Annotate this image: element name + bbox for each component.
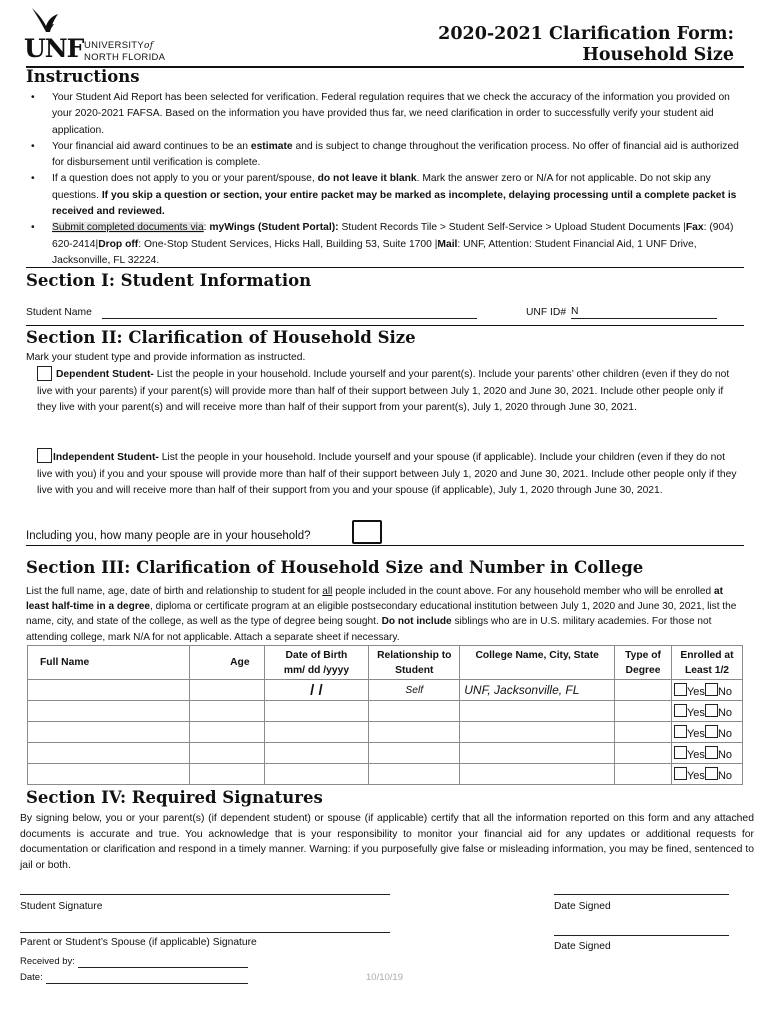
college-cell[interactable] [460, 743, 615, 764]
form-title [438, 24, 734, 66]
age-cell[interactable] [189, 701, 264, 722]
relationship-cell[interactable] [369, 722, 460, 743]
full-name-cell[interactable] [28, 743, 190, 764]
household-count-question: Including you, how many people are in your household? [26, 530, 311, 542]
parent-signature-label: Parent or Student’s Spouse (if applicable) Signature [20, 937, 257, 948]
household-table [27, 645, 743, 785]
col-relationship: Relationship to Student [369, 646, 460, 680]
instruction-item: • Your Student Aid Report has been selected for verification. Federal regulation requires that we check the accuracy of the information you provided on your 2020-2021 FAFSA. Based on the information you have provided thus far, we need clarification in order to successfully verify your student aid application. [25, 90, 743, 139]
enrolled-cell: Yes No [671, 764, 742, 785]
relationship-cell[interactable]: Self [369, 680, 460, 701]
section4-text: By signing below, you or your parent(s) (if dependent student) or spouse (if applicable) certify that all the information reported on this form and any attached documents is accurate and true. You acknowledge that is your responsibility to monitor your financial aid for any updates or additional requests for documentation or clarification and respond in a timely manner. Warning: if you purposefully give false or misleading information, you may be fined, sentenced to jail or both. [20, 813, 754, 871]
table-row [28, 743, 743, 764]
full-name-cell[interactable] [28, 680, 190, 701]
logo-line1: UNIVERSITYof [84, 40, 154, 51]
section2-rule [26, 545, 744, 546]
student-name-label: Student Name [26, 307, 92, 318]
no-checkbox[interactable] [705, 683, 718, 696]
relationship-cell[interactable] [369, 743, 460, 764]
col-dob: Date of Birth mm/ dd /yyyy [264, 646, 369, 680]
degree-cell[interactable] [615, 764, 672, 785]
parent-signature-line[interactable] [20, 920, 390, 933]
age-cell[interactable] [189, 743, 264, 764]
dob-cell[interactable] [264, 701, 369, 722]
unf-logo [24, 6, 184, 64]
no-checkbox[interactable] [705, 767, 718, 780]
date-signed-line[interactable] [554, 882, 729, 895]
table-row [28, 722, 743, 743]
unf-id-prefix: N [571, 306, 579, 317]
full-name-cell[interactable] [28, 701, 190, 722]
household-count-box[interactable] [352, 520, 382, 544]
student-name-input[interactable] [102, 305, 477, 319]
age-cell[interactable] [189, 764, 264, 785]
section1-rule [26, 325, 744, 326]
col-college: College Name, City, State [460, 646, 615, 680]
full-name-cell[interactable] [28, 722, 190, 743]
date-signed-label-2: Date Signed [554, 941, 611, 952]
instructions-list [25, 90, 743, 269]
college-cell[interactable] [460, 764, 615, 785]
independent-text: Independent Student- List the people in your household. Include yourself and your spouse (if applicable). Include your children (even if they do not live with you) if you and your spouse will provide more than half of their support between July 1, 2020 and June 30, 2021. Include other people only if they live with you and will receive more than half of their support from you and your spouse (if applicable), July 1, 2020 through June 30, 2021. [37, 452, 737, 496]
instruction-item: • Your financial aid award continues to be an estimate and is subject to change throughout the verification process. No offer of financial aid is authorized for disbursement until verification is complete. [25, 139, 743, 172]
instruction-item: • Submit completed documents via: myWings (Student Portal): Student Records Tile > Student Self-Service > Upload Student Documents |Fax: (904) 620-2414|Drop off: One-Stop Student Services, Hicks Hall, Building 53, Suite 1700 |Mail: UNF, Attention: Student Financial Aid, 1 UNF Drive, Jacksonville, FL 32224. [25, 220, 743, 269]
dob-cell[interactable]: / / [264, 680, 369, 701]
yes-checkbox[interactable] [674, 704, 687, 717]
dob-cell[interactable] [264, 764, 369, 785]
logo-line2: NORTH FLORIDA [84, 52, 166, 63]
no-checkbox[interactable] [705, 704, 718, 717]
enrolled-cell: Yes No [671, 680, 742, 701]
form-version: 10/10/19 [366, 972, 403, 983]
dob-cell[interactable] [264, 743, 369, 764]
title-line2: Household Size [582, 45, 734, 65]
col-age: Age [189, 646, 264, 680]
table-header-row [28, 646, 743, 680]
age-cell[interactable] [189, 680, 264, 701]
unf-id-input[interactable] [571, 305, 717, 319]
received-date-line[interactable] [46, 972, 248, 984]
full-name-cell[interactable] [28, 764, 190, 785]
enrolled-cell: Yes No [671, 722, 742, 743]
col-degree: Type of Degree [615, 646, 672, 680]
date-signed-label: Date Signed [554, 901, 611, 912]
yes-checkbox[interactable] [674, 767, 687, 780]
enrolled-cell: Yes No [671, 701, 742, 722]
degree-cell[interactable] [615, 743, 672, 764]
instruction-item: • If a question does not apply to you or your parent/spouse, do not leave it blank. Mark the answer zero or N/A for not applicable. Do not skip any questions. If you skip a question or section, your entire packet may be marked as incomplete, delaying processing until a complete packet is received and reviewed. [25, 171, 743, 220]
instructions-rule [26, 267, 744, 268]
degree-cell[interactable] [615, 680, 672, 701]
table-row [28, 764, 743, 785]
section2-intro: Mark your student type and provide information as instructed. [26, 352, 306, 363]
student-signature-label: Student Signature [20, 901, 103, 912]
relationship-cell[interactable] [369, 764, 460, 785]
submit-link[interactable]: Submit completed documents via [52, 222, 204, 234]
unf-id-label: UNF ID# [526, 307, 567, 318]
section3-intro: List the full name, age, date of birth and relationship to student for all people included in the count above. For any household member who will be enrolled at least half-time in a degree, diploma or certificate program at an eligible postsecondary educational institution between July 1, 2020 and June 30, 2021, list the name, city, and state of the college, as well as the type of degree being sought. Do not include siblings who are in U.S. military academies. For those not attending college, mark N/A for not applicable. Attach a separate sheet if necessary. [26, 586, 737, 643]
col-enrolled: Enrolled at Least 1/2 [671, 646, 742, 680]
date-signed-line-2[interactable] [554, 923, 729, 936]
received-date-label: Date: [20, 972, 43, 983]
relationship-cell[interactable] [369, 701, 460, 722]
yes-checkbox[interactable] [674, 683, 687, 696]
dependent-text: Dependent Student- List the people in your household. Include yourself and your parent(s). Include your parents’ other children (even if they do not live with your parents) if your parent(s) will provide more than half of their support between July 1, 2020 and June 30, 2021. Include other people only if they live with your parent(s) and will receive more than half of their support from your parent(s), July 1, 2020 through June 30, 2021. [37, 369, 730, 413]
logo-mark: UNF [24, 34, 84, 63]
received-by-line[interactable] [78, 956, 248, 968]
no-checkbox[interactable] [705, 725, 718, 738]
table-row [28, 680, 743, 701]
college-cell[interactable] [460, 722, 615, 743]
enrolled-cell: Yes No [671, 743, 742, 764]
age-cell[interactable] [189, 722, 264, 743]
section2-heading: Section II: Clarification of Household Size [26, 328, 416, 347]
college-cell[interactable] [460, 701, 615, 722]
yes-checkbox[interactable] [674, 746, 687, 759]
received-by-label: Received by: [20, 956, 75, 967]
student-signature-line[interactable] [20, 882, 390, 895]
college-cell[interactable]: UNF, Jacksonville, FL [460, 680, 615, 701]
yes-checkbox[interactable] [674, 725, 687, 738]
degree-cell[interactable] [615, 722, 672, 743]
section1-heading: Section I: Student Information [26, 271, 312, 290]
section3-heading: Section III: Clarification of Household Size and Number in College [26, 558, 644, 577]
col-full-name: Full Name [28, 646, 190, 680]
degree-cell[interactable] [615, 701, 672, 722]
no-checkbox[interactable] [705, 746, 718, 759]
table-row [28, 701, 743, 722]
dob-cell[interactable] [264, 722, 369, 743]
instructions-heading: Instructions [26, 67, 140, 86]
title-line1: 2020-2021 Clarification Form: [438, 24, 734, 44]
section4-heading: Section IV: Required Signatures [26, 788, 323, 807]
